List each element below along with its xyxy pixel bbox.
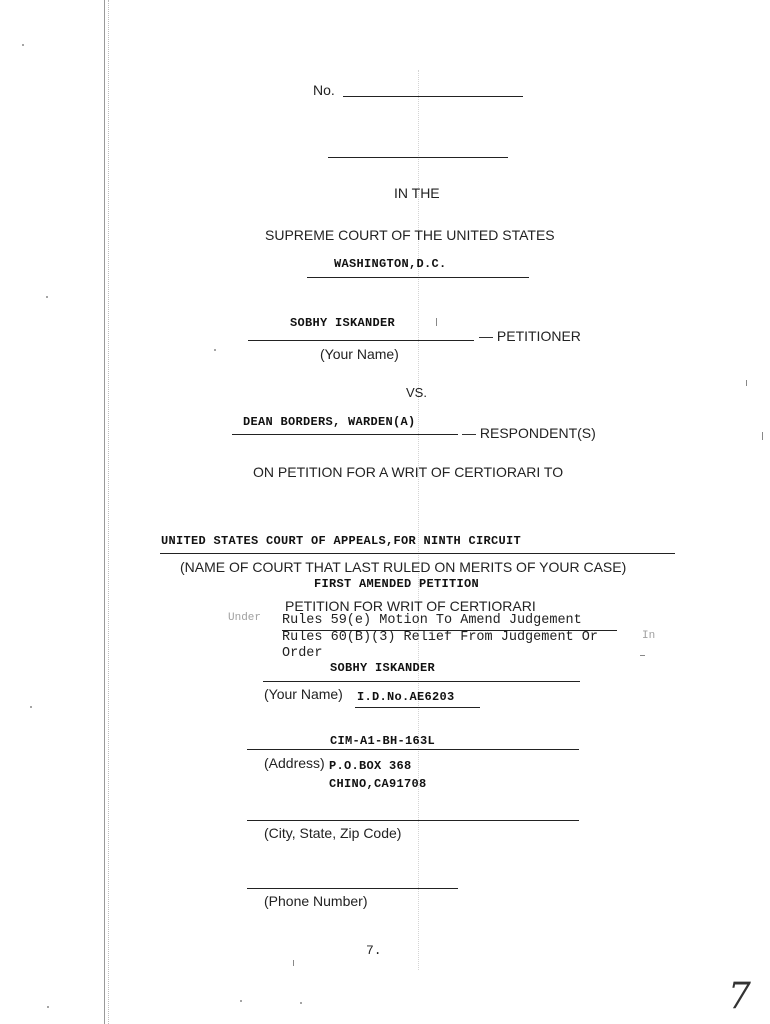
phone-caption: (Phone Number)	[264, 893, 368, 909]
scan-speck	[22, 44, 24, 46]
scan-speck	[762, 432, 763, 440]
filer-po-box: P.O.BOX 368	[329, 759, 412, 773]
scan-speck	[214, 349, 216, 351]
lower-court-caption: (NAME OF COURT THAT LAST RULED ON MERITS OF YOUR CASE)	[180, 559, 627, 575]
filer-name-caption: (Your Name)	[264, 686, 343, 702]
petitioner-line	[248, 340, 474, 341]
case-number-line	[343, 96, 523, 97]
filer-name: SOBHY ISKANDER	[330, 661, 436, 675]
fold-line	[418, 70, 419, 970]
filer-cell-line	[247, 749, 579, 750]
scan-speck	[436, 318, 437, 326]
motion-line: Rules 60(B)(3) Relief From Judgement Or	[282, 630, 598, 645]
scan-speck	[293, 960, 294, 966]
petition-intro: ON PETITION FOR A WRIT OF CERTIORARI TO	[253, 464, 564, 480]
amended-heading: FIRST AMENDED PETITION	[314, 577, 480, 591]
filer-id-number: I.D.No.AE6203	[357, 690, 455, 704]
filer-name-line	[263, 681, 580, 682]
binding-edge-line	[108, 0, 109, 1024]
scan-speck	[30, 706, 32, 708]
filer-city-line: CHINO,CA91708	[329, 777, 427, 791]
filer-cell: CIM-A1-BH-163L	[330, 734, 436, 748]
scan-speck	[640, 655, 645, 656]
margin-note-left: Under	[228, 612, 262, 624]
scan-speck	[47, 1006, 49, 1008]
respondent-name: DEAN BORDERS, WARDEN(A)	[243, 415, 416, 429]
scan-speck	[240, 1000, 242, 1002]
page-number: 7.	[366, 943, 382, 958]
petitioner-caption: (Your Name)	[320, 346, 399, 362]
lower-court-name: UNITED STATES COURT OF APPEALS,FOR NINTH CIRCUIT	[161, 534, 522, 548]
city-line	[247, 820, 579, 821]
court-location: WASHINGTON,D.C.	[334, 257, 447, 271]
docket-line	[328, 157, 508, 158]
court-name: SUPREME COURT OF THE UNITED STATES	[265, 227, 555, 243]
versus-label: VS.	[406, 385, 427, 400]
respondent-role: — RESPONDENT(S)	[462, 425, 596, 441]
respondent-line	[232, 434, 458, 435]
court-intro: IN THE	[394, 185, 440, 201]
margin-note-right: In	[642, 630, 656, 642]
filer-id-line	[355, 707, 480, 708]
petitioner-role: — PETITIONER	[479, 328, 581, 344]
scan-speck	[300, 1002, 302, 1004]
petition-title: PETITION FOR WRIT OF CERTIORARI	[285, 598, 536, 614]
lower-court-line	[160, 553, 675, 554]
city-caption: (City, State, Zip Code)	[264, 825, 402, 841]
binding-edge-line	[104, 0, 105, 1024]
motion-line: Order	[282, 646, 323, 661]
petitioner-name: SOBHY ISKANDER	[290, 316, 396, 330]
motion-line: Rules 59(e) Motion To Amend Judgement	[282, 613, 582, 628]
address-caption: (Address)	[264, 755, 325, 771]
phone-line	[247, 888, 458, 889]
case-number-label: No.	[313, 82, 335, 98]
scan-speck	[46, 296, 48, 298]
court-location-line	[307, 277, 529, 278]
handwritten-page-mark: 7	[728, 976, 751, 1017]
scan-speck	[746, 380, 747, 386]
